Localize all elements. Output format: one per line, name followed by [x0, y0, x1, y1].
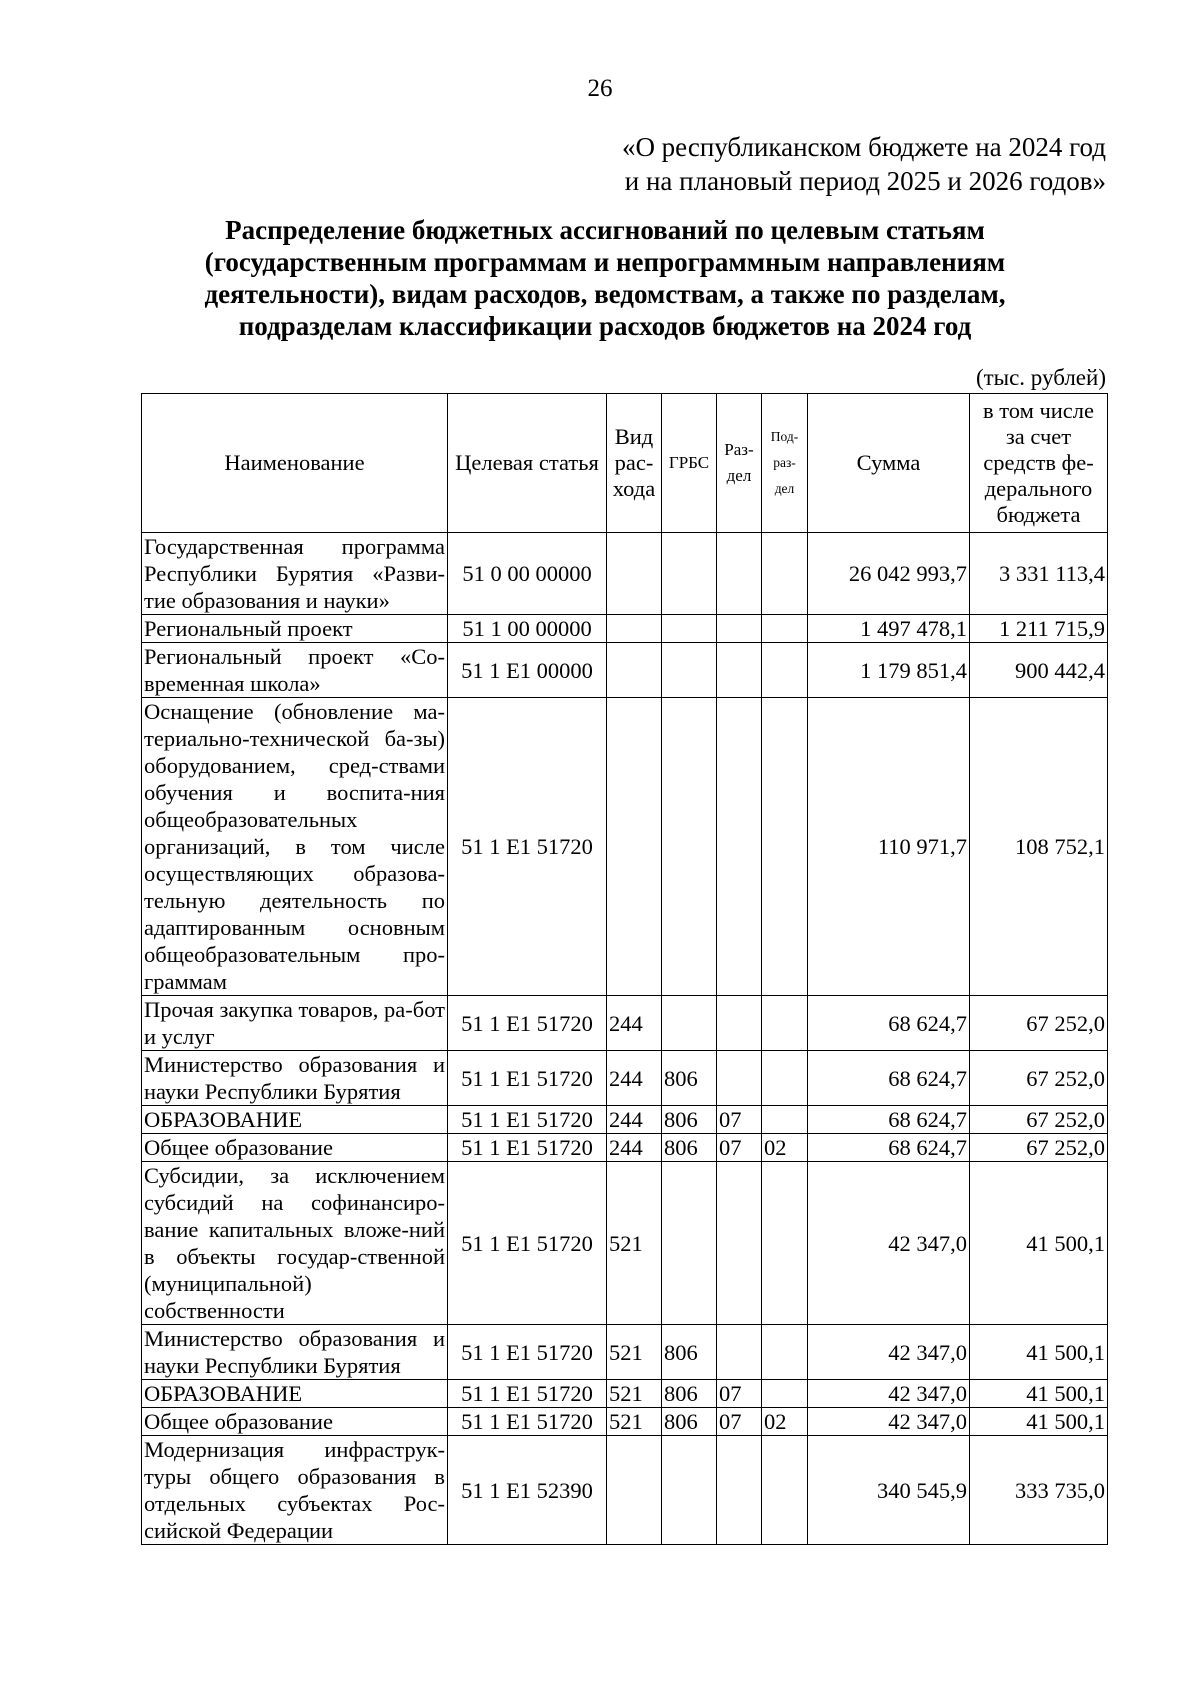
row-subsection	[762, 996, 808, 1051]
row-name: Государственная программа Республики Бурятия «Разви-тие образования и науки»	[142, 533, 448, 615]
row-target-article: 51 1 E1 00000	[448, 643, 607, 698]
header-federal: в том числе за счет средств фе-дерального бюджета	[970, 394, 1108, 533]
row-name: Субсидии, за исключением субсидий на софинансиро-вание капитальных вложе-ний в объекты государ-ственной (муниципальной) собственности	[142, 1162, 448, 1325]
row-expense-kind	[607, 533, 662, 615]
table-row	[142, 533, 1108, 615]
row-federal: 41 500,1	[970, 1380, 1108, 1408]
row-sum: 340 545,9	[808, 1436, 970, 1545]
row-name: Региональный проект «Со-временная школа»	[142, 643, 448, 698]
table-row	[142, 1436, 1108, 1545]
row-federal: 3 331 113,4	[970, 533, 1108, 615]
law-reference	[622, 130, 1106, 198]
row-section	[717, 996, 762, 1051]
row-name: Общее образование	[142, 1408, 448, 1436]
row-target-article: 51 1 E1 51720	[448, 1051, 607, 1106]
row-target-article: 51 1 E1 51720	[448, 1325, 607, 1380]
table-row	[142, 1408, 1108, 1436]
row-subsection	[762, 1051, 808, 1106]
row-subsection	[762, 533, 808, 615]
row-sum: 68 624,7	[808, 996, 970, 1051]
row-grbs	[662, 996, 717, 1051]
table-row	[142, 698, 1108, 996]
row-sum: 42 347,0	[808, 1380, 970, 1408]
row-federal: 41 500,1	[970, 1325, 1108, 1380]
row-sum: 68 624,7	[808, 1134, 970, 1162]
row-expense-kind	[607, 615, 662, 643]
row-section	[717, 615, 762, 643]
row-federal: 333 735,0	[970, 1436, 1108, 1545]
row-expense-kind: 244	[607, 1134, 662, 1162]
row-expense-kind: 521	[607, 1162, 662, 1325]
row-name: Министерство образования и науки Республики Бурятия	[142, 1051, 448, 1106]
row-grbs: 806	[662, 1325, 717, 1380]
row-target-article: 51 1 E1 51720	[448, 1408, 607, 1436]
row-sum: 1 179 851,4	[808, 643, 970, 698]
row-section: 07	[717, 1380, 762, 1408]
row-expense-kind: 244	[607, 1106, 662, 1134]
row-federal: 108 752,1	[970, 698, 1108, 996]
row-grbs	[662, 698, 717, 996]
row-name: Оснащение (обновление ма-териально-технической ба-зы) оборудованием, сред-ствами обучения и воспита-ния общеобразовательных организаций, в том числе осуществляющих образова-тельную деятельность по адаптированным основным общеобразовательным про-граммам	[142, 698, 448, 996]
row-section	[717, 698, 762, 996]
row-expense-kind	[607, 1436, 662, 1545]
row-subsection: 02	[762, 1134, 808, 1162]
row-sum: 26 042 993,7	[808, 533, 970, 615]
header-name: Наименование	[142, 394, 448, 533]
row-expense-kind: 244	[607, 1051, 662, 1106]
row-expense-kind	[607, 698, 662, 996]
row-name: Модернизация инфраструк-туры общего образования в отдельных субъектах Рос-сийской Федерации	[142, 1436, 448, 1545]
row-federal: 67 252,0	[970, 996, 1108, 1051]
title-line: деятельности), видам расходов, ведомствам, а также по разделам,	[204, 279, 1006, 309]
row-grbs	[662, 615, 717, 643]
row-sum: 110 971,7	[808, 698, 970, 996]
row-target-article: 51 1 00 00000	[448, 615, 607, 643]
row-grbs	[662, 643, 717, 698]
table-header	[142, 394, 1108, 533]
row-grbs	[662, 533, 717, 615]
row-federal: 41 500,1	[970, 1408, 1108, 1436]
budget-table	[141, 393, 1108, 1545]
row-target-article: 51 0 00 00000	[448, 533, 607, 615]
row-section: 07	[717, 1408, 762, 1436]
row-sum: 42 347,0	[808, 1325, 970, 1380]
row-expense-kind: 521	[607, 1380, 662, 1408]
row-sum: 68 624,7	[808, 1051, 970, 1106]
row-section	[717, 1325, 762, 1380]
row-federal: 67 252,0	[970, 1134, 1108, 1162]
row-subsection	[762, 1380, 808, 1408]
row-section	[717, 643, 762, 698]
table-row	[142, 615, 1108, 643]
header-expense-kind: Вид рас-хода	[607, 394, 662, 533]
row-grbs	[662, 1162, 717, 1325]
row-subsection	[762, 1436, 808, 1545]
row-name: Министерство образования и науки Республики Бурятия	[142, 1325, 448, 1380]
table-body	[142, 533, 1108, 1545]
row-grbs: 806	[662, 1106, 717, 1134]
row-grbs: 806	[662, 1380, 717, 1408]
table-row	[142, 1380, 1108, 1408]
row-target-article: 51 1 E1 51720	[448, 1162, 607, 1325]
law-reference-line: и на плановый период 2025 и 2026 годов»	[624, 166, 1106, 196]
row-name: ОБРАЗОВАНИЕ	[142, 1380, 448, 1408]
table-row	[142, 996, 1108, 1051]
title-line: Распределение бюджетных ассигнований по целевым статьям	[225, 215, 985, 245]
row-sum: 42 347,0	[808, 1162, 970, 1325]
row-grbs	[662, 1436, 717, 1545]
row-section	[717, 1051, 762, 1106]
table-row	[142, 1134, 1108, 1162]
header-target-article: Целевая статья	[448, 394, 607, 533]
table-row	[142, 1106, 1108, 1134]
row-federal: 67 252,0	[970, 1106, 1108, 1134]
row-subsection: 02	[762, 1408, 808, 1436]
row-section	[717, 533, 762, 615]
row-federal: 41 500,1	[970, 1162, 1108, 1325]
table-row	[142, 1162, 1108, 1325]
row-federal: 1 211 715,9	[970, 615, 1108, 643]
document-title	[150, 214, 1060, 342]
row-subsection	[762, 615, 808, 643]
row-target-article: 51 1 E1 51720	[448, 698, 607, 996]
row-name: Общее образование	[142, 1134, 448, 1162]
row-section: 07	[717, 1106, 762, 1134]
table-row	[142, 1051, 1108, 1106]
table-row	[142, 643, 1108, 698]
row-federal: 67 252,0	[970, 1051, 1108, 1106]
row-expense-kind: 521	[607, 1325, 662, 1380]
table-row	[142, 1325, 1108, 1380]
law-reference-line: «О республиканском бюджете на 2024 год	[621, 132, 1106, 162]
row-subsection	[762, 1162, 808, 1325]
row-section	[717, 1436, 762, 1545]
row-federal: 900 442,4	[970, 643, 1108, 698]
row-sum: 1 497 478,1	[808, 615, 970, 643]
row-sum: 42 347,0	[808, 1408, 970, 1436]
page-number: 26	[587, 75, 613, 102]
row-sum: 68 624,7	[808, 1106, 970, 1134]
row-name: Региональный проект	[142, 615, 448, 643]
row-name: Прочая закупка товаров, ра-бот и услуг	[142, 996, 448, 1051]
title-line: подразделам классификации расходов бюджетов на 2024 год	[238, 311, 972, 341]
row-section: 07	[717, 1134, 762, 1162]
row-target-article: 51 1 E1 51720	[448, 1380, 607, 1408]
row-grbs: 806	[662, 1051, 717, 1106]
row-target-article: 51 1 E1 51720	[448, 996, 607, 1051]
header-section: Раз-дел	[717, 394, 762, 533]
row-expense-kind	[607, 643, 662, 698]
row-subsection	[762, 1325, 808, 1380]
units-note: (тыс. рублей)	[975, 365, 1106, 390]
row-target-article: 51 1 E1 51720	[448, 1106, 607, 1134]
header-sum: Сумма	[808, 394, 970, 533]
row-subsection	[762, 1106, 808, 1134]
row-subsection	[762, 698, 808, 996]
row-target-article: 51 1 E1 52390	[448, 1436, 607, 1545]
row-expense-kind: 521	[607, 1408, 662, 1436]
header-grbs: ГРБС	[662, 394, 717, 533]
row-section	[717, 1162, 762, 1325]
row-expense-kind: 244	[607, 996, 662, 1051]
row-target-article: 51 1 E1 51720	[448, 1134, 607, 1162]
header-subsection: Под-раз-дел	[762, 394, 808, 533]
row-grbs: 806	[662, 1134, 717, 1162]
row-subsection	[762, 643, 808, 698]
title-line: (государственным программам и непрограммным направлениям	[204, 247, 1006, 277]
row-name: ОБРАЗОВАНИЕ	[142, 1106, 448, 1134]
row-grbs: 806	[662, 1408, 717, 1436]
